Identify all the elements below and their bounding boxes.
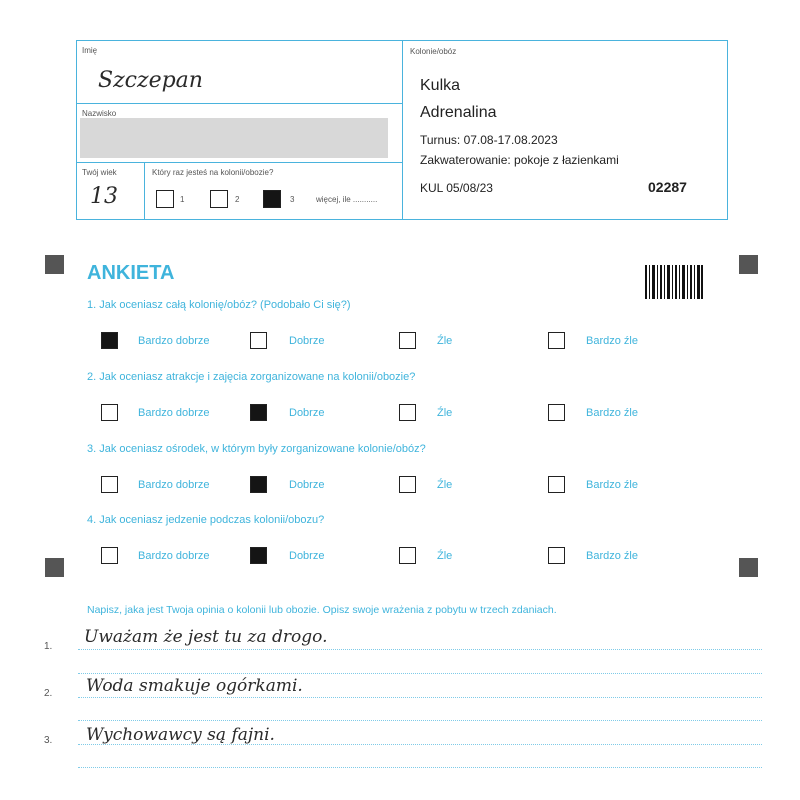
opinion-line-number-3: 3. — [44, 735, 53, 746]
question-4-checkbox-3[interactable] — [399, 547, 416, 564]
form-number: 02287 — [648, 179, 687, 195]
question-1-text: 1. Jak oceniasz całą kolonię/obóz? (Podobało Ci się?) — [87, 299, 351, 311]
header-divider-name — [76, 103, 402, 104]
opinion-line-text-3[interactable]: Wychowawcy są fajni. — [86, 725, 275, 745]
question-4-checkbox-4[interactable] — [548, 547, 565, 564]
question-2-checkbox-4[interactable] — [548, 404, 565, 421]
kolonie-label: Kolonie/obóz — [410, 47, 457, 56]
opinion-line-1 — [78, 649, 762, 650]
question-1-option-label-2: Dobrze — [289, 335, 325, 347]
question-1-checkbox-2[interactable] — [250, 332, 267, 349]
question-2-checkbox-2[interactable] — [250, 404, 267, 421]
question-3-option-label-3: Źle — [437, 479, 453, 491]
question-4-checkbox-1[interactable] — [101, 547, 118, 564]
opinion-line-1b — [78, 673, 762, 674]
question-2-checkbox-3[interactable] — [399, 404, 416, 421]
question-4-option-label-1: Bardzo dobrze — [138, 550, 210, 562]
opinion-line-number-2: 2. — [44, 688, 53, 699]
opinion-line-3b — [78, 767, 762, 768]
question-1-option-label-3: Źle — [437, 335, 453, 347]
imie-label: Imię — [82, 46, 98, 55]
question-1-checkbox-3[interactable] — [399, 332, 416, 349]
turnus: Turnus: 07.08-17.08.2023 — [420, 133, 558, 147]
raz-option-more: więcej, ile ........... — [316, 195, 378, 204]
raz-label: Który raz jesteś na kolonii/obozie? — [152, 168, 274, 177]
nazwisko-label: Nazwisko — [82, 109, 117, 118]
kod: KUL 05/08/23 — [420, 181, 493, 195]
question-2-text: 2. Jak oceniasz atrakcje i zajęcia zorganizowane na kolonii/obozie? — [87, 371, 416, 383]
opinion-line-number-1: 1. — [44, 641, 53, 652]
survey-title: ANKIETA — [87, 262, 175, 284]
barcode-icon — [645, 265, 703, 299]
question-3-checkbox-1[interactable] — [101, 476, 118, 493]
opinion-line-3 — [78, 744, 762, 745]
question-3-option-label-4: Bardzo źle — [586, 479, 638, 491]
registration-mark-top-left — [45, 255, 64, 274]
raz-checkbox-2[interactable] — [210, 190, 228, 208]
opinion-line-text-2[interactable]: Woda smakuje ogórkami. — [86, 676, 303, 696]
question-2-option-label-1: Bardzo dobrze — [138, 407, 210, 419]
opinion-prompt: Napisz, jaka jest Twoja opinia o kolonii lub obozie. Opisz swoje wrażenia z pobytu w trzech zdaniach. — [87, 604, 557, 616]
imie-value: Szczepan — [98, 68, 203, 93]
header-divider-age — [76, 162, 402, 163]
raz-option-1: 1 — [180, 195, 185, 204]
registration-mark-bottom-left — [45, 558, 64, 577]
question-2-option-label-2: Dobrze — [289, 407, 325, 419]
zakwaterowanie: Zakwaterowanie: pokoje z łazienkami — [420, 153, 619, 167]
opinion-line-2b — [78, 720, 762, 721]
question-3-checkbox-2[interactable] — [250, 476, 267, 493]
question-4-text: 4. Jak oceniasz jedzenie podczas kolonii/obozu? — [87, 514, 325, 526]
wiek-value: 13 — [90, 184, 118, 209]
question-2-option-label-4: Bardzo źle — [586, 407, 638, 419]
question-3-text: 3. Jak oceniasz ośrodek, w którym były zorganizowane kolonie/obóz? — [87, 443, 426, 455]
question-1-option-label-4: Bardzo źle — [586, 335, 638, 347]
raz-option-3: 3 — [290, 195, 295, 204]
raz-checkbox-3[interactable] — [263, 190, 281, 208]
camp-name-1: Kulka — [420, 77, 461, 94]
registration-mark-bottom-right — [739, 558, 758, 577]
header-divider-vertical — [402, 40, 403, 220]
question-3-option-label-1: Bardzo dobrze — [138, 479, 210, 491]
question-1-option-label-1: Bardzo dobrze — [138, 335, 210, 347]
header-divider-age-vertical — [144, 162, 145, 220]
question-2-checkbox-1[interactable] — [101, 404, 118, 421]
question-4-option-label-3: Źle — [437, 550, 453, 562]
wiek-label: Twój wiek — [82, 168, 117, 177]
question-3-option-label-2: Dobrze — [289, 479, 325, 491]
raz-checkbox-1[interactable] — [156, 190, 174, 208]
registration-mark-top-right — [739, 255, 758, 274]
question-4-option-label-4: Bardzo źle — [586, 550, 638, 562]
question-2-option-label-3: Źle — [437, 407, 453, 419]
question-3-checkbox-3[interactable] — [399, 476, 416, 493]
nazwisko-redacted — [80, 118, 388, 158]
question-1-checkbox-1[interactable] — [101, 332, 118, 349]
question-4-checkbox-2[interactable] — [250, 547, 267, 564]
question-1-checkbox-4[interactable] — [548, 332, 565, 349]
opinion-line-text-1[interactable]: Uważam że jest tu za drogo. — [84, 627, 328, 647]
camp-name-2: Adrenalina — [420, 104, 497, 121]
raz-option-2: 2 — [235, 195, 240, 204]
opinion-line-2 — [78, 697, 762, 698]
question-4-option-label-2: Dobrze — [289, 550, 325, 562]
question-3-checkbox-4[interactable] — [548, 476, 565, 493]
